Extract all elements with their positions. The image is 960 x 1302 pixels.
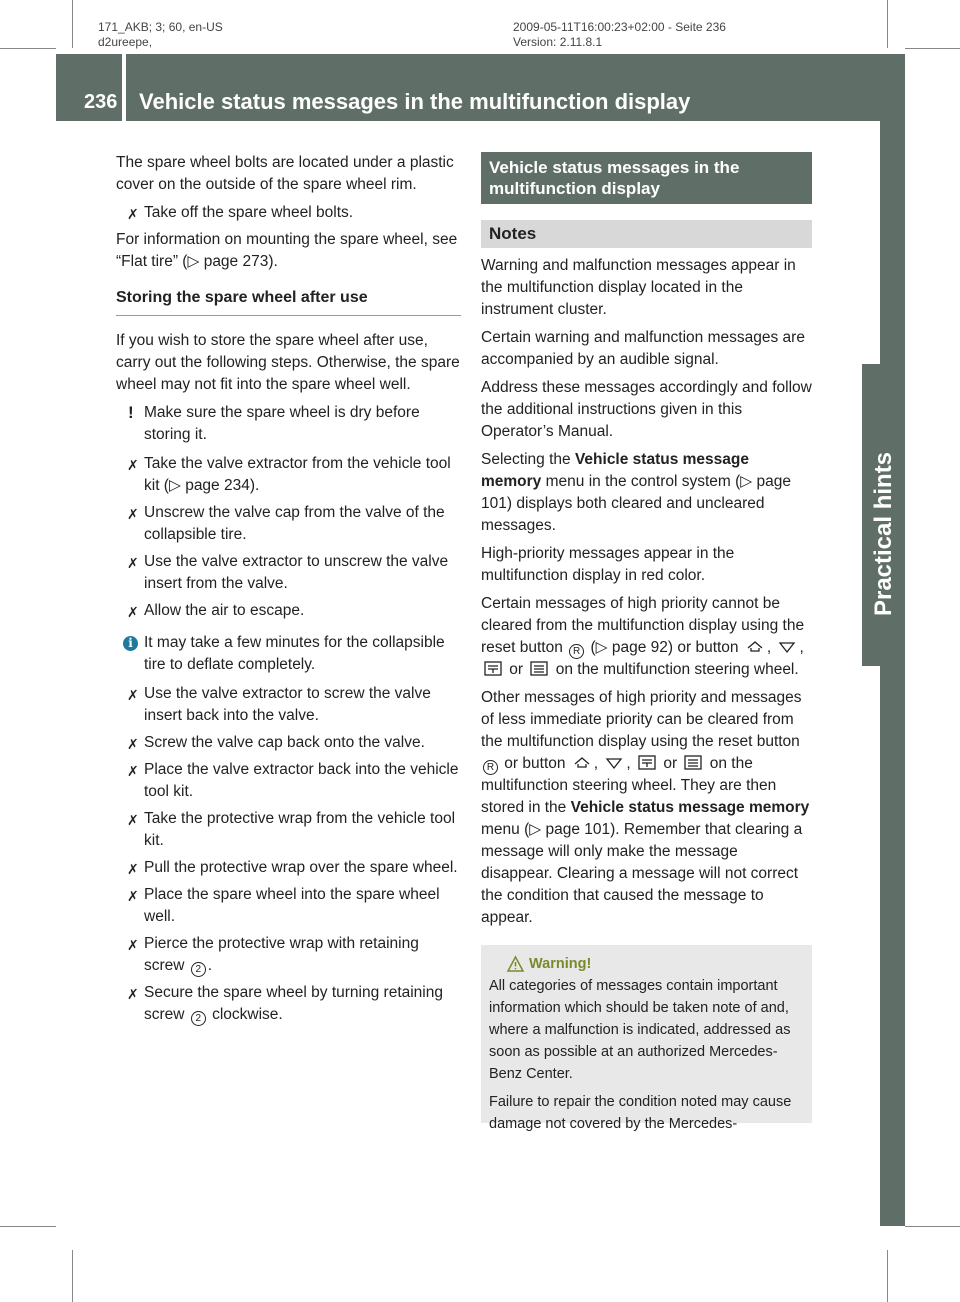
text-run: Selecting the bbox=[481, 451, 575, 468]
text-run: on the multifunction steering wheel. They are then stored in the bbox=[481, 755, 777, 816]
step-item bbox=[116, 453, 461, 497]
star-button-icon bbox=[604, 755, 624, 770]
spare-bolts-intro: The spare wheel bolts are located under a plastic cover on the outside of the spare wheel rim. bbox=[116, 154, 454, 193]
star-button-icon bbox=[777, 639, 797, 654]
step-text: Pull the protective wrap over the spare wheel. bbox=[144, 859, 458, 876]
page-title: Vehicle status messages in the multifunction display bbox=[139, 89, 691, 114]
text-run: , bbox=[799, 639, 804, 656]
chapter-tab-label: Practical hints bbox=[870, 451, 897, 617]
step-arrow-icon: ✗ bbox=[127, 986, 139, 1002]
step-text: Place the spare wheel into the spare wheel well. bbox=[144, 886, 440, 925]
page-up-button-icon bbox=[483, 661, 503, 676]
text-run: , bbox=[766, 639, 776, 656]
step-item bbox=[116, 884, 461, 928]
notes-paragraph-memory bbox=[481, 449, 812, 537]
chapter-tab-label-box bbox=[865, 405, 903, 663]
meta-version-line: Version: 2.11.8.1 bbox=[513, 35, 603, 49]
print-meta-left bbox=[98, 20, 223, 50]
step-item bbox=[116, 982, 461, 1026]
step-arrow-icon: ✗ bbox=[127, 604, 139, 620]
step-text: Use the valve extractor to screw the valve insert back into the valve. bbox=[144, 685, 431, 724]
step-arrow-icon: ✗ bbox=[127, 687, 139, 703]
text-run: menu in the control system (▷ page 101) displays both cleared and uncleared messages. bbox=[481, 473, 792, 534]
notes-paragraph-clear bbox=[481, 687, 812, 929]
step-text: . bbox=[207, 957, 213, 974]
step-arrow-icon: ✗ bbox=[127, 506, 139, 522]
warning-title: Warning! bbox=[529, 956, 592, 972]
step-arrow-icon: ✗ bbox=[127, 736, 139, 752]
info-text: It may take a few minutes for the collapsible tire to deflate completely. bbox=[144, 634, 445, 673]
storing-subheading: Storing the spare wheel after use bbox=[116, 287, 461, 316]
step-text: clockwise. bbox=[207, 1006, 283, 1023]
step-arrow-icon: ✗ bbox=[127, 206, 139, 222]
text-run: on the multifunction steering wheel. bbox=[551, 661, 799, 678]
text-run: or button bbox=[500, 755, 570, 772]
step-arrow-icon: ✗ bbox=[127, 937, 139, 953]
info-note bbox=[116, 632, 461, 676]
menu-name: Vehicle status message memory bbox=[570, 799, 810, 816]
notes-paragraph: Certain warning and malfunction messages are accompanied by an audible signal. bbox=[481, 329, 805, 368]
crop-mark bbox=[0, 48, 56, 49]
step-arrow-icon: ✗ bbox=[127, 812, 139, 828]
page-up-button-icon bbox=[637, 755, 657, 770]
warning-text: Failure to repair the condition noted may cause damage not covered by the Mercedes- bbox=[489, 1094, 792, 1132]
step-text: Take the protective wrap from the vehicle tool kit. bbox=[144, 810, 456, 849]
text-run: menu (▷ page 101). Remember that clearing a message will only make the message disappear. Clearing a message will not correct the condition that caused the message to appear. bbox=[481, 821, 803, 926]
meta-job-line: 171_AKB; 3; 60, en-US bbox=[98, 20, 223, 34]
warning-text: All categories of messages contain important information which should be taken note of and, where a malfunction is indicated, addressed as soon as possible at an authorized Mercedes-Benz Center. bbox=[489, 978, 791, 1082]
info-icon: i bbox=[123, 636, 138, 651]
reset-button-icon: R bbox=[483, 760, 498, 775]
crop-mark bbox=[905, 48, 960, 49]
notes-paragraph: Address these messages accordingly and follow the additional instructions given in this Operator’s Manual. bbox=[481, 379, 812, 440]
crop-mark bbox=[887, 1250, 888, 1302]
step-item bbox=[116, 202, 461, 224]
warning-box bbox=[481, 945, 812, 1132]
step-item bbox=[116, 732, 461, 754]
notes-paragraph: High-priority messages appear in the multifunction display in red color. bbox=[481, 545, 735, 584]
notes-paragraph: Warning and malfunction messages appear in the multifunction display located in the instrument cluster. bbox=[481, 257, 796, 318]
text-run: or bbox=[505, 661, 528, 678]
section-heading: Vehicle status messages in the multifunction display bbox=[481, 152, 812, 204]
back-button-icon bbox=[745, 639, 765, 654]
crop-mark bbox=[905, 1226, 960, 1227]
text-run: Certain messages of high priority cannot be cleared from the multifunction display using the reset button bbox=[481, 595, 805, 656]
step-arrow-icon: ✗ bbox=[127, 457, 139, 473]
crop-mark bbox=[72, 0, 73, 48]
text-run: , bbox=[593, 755, 603, 772]
caution-note bbox=[116, 402, 461, 446]
step-text: Allow the air to escape. bbox=[144, 602, 305, 619]
step-item bbox=[116, 933, 461, 977]
meta-timestamp-line: 2009-05-11T16:00:23+02:00 - Seite 236 bbox=[513, 20, 726, 34]
side-bar bbox=[880, 121, 905, 1226]
step-text: Screw the valve cap back onto the valve. bbox=[144, 734, 425, 751]
text-run: (▷ page 92) or button bbox=[586, 639, 743, 656]
step-item bbox=[116, 551, 461, 595]
step-item bbox=[116, 600, 461, 622]
step-text: Take off the spare wheel bolts. bbox=[144, 204, 354, 221]
meta-user-line: d2ureepe, bbox=[98, 35, 153, 49]
retaining-screw-marker: 2 bbox=[191, 1011, 206, 1026]
page-down-button-icon bbox=[529, 661, 549, 676]
warning-title-row bbox=[529, 953, 804, 975]
step-item bbox=[116, 502, 461, 546]
right-column bbox=[481, 152, 812, 1132]
text-run: Other messages of high priority and messages of less immediate priority can be cleared from the multifunction display using the reset button bbox=[481, 689, 802, 750]
step-text: Take the valve extractor from the vehicle tool kit (▷ page 234). bbox=[144, 455, 451, 494]
text-run: or bbox=[659, 755, 682, 772]
page-number: 236 bbox=[84, 91, 118, 113]
crop-mark bbox=[0, 1226, 56, 1227]
retaining-screw-marker: 2 bbox=[191, 962, 206, 977]
step-arrow-icon: ✗ bbox=[127, 888, 139, 904]
mounting-info: For information on mounting the spare wheel, see “Flat tire” (▷ page 273). bbox=[116, 231, 458, 270]
step-text-pierce bbox=[144, 935, 419, 974]
step-item bbox=[116, 759, 461, 803]
step-item bbox=[116, 683, 461, 727]
step-arrow-icon: ✗ bbox=[127, 763, 139, 779]
caution-icon: ! bbox=[128, 403, 134, 422]
page-down-button-icon bbox=[683, 755, 703, 770]
reset-button-icon: R bbox=[569, 644, 584, 659]
step-item bbox=[116, 808, 461, 852]
step-arrow-icon: ✗ bbox=[127, 555, 139, 571]
menu-name: Vehicle status message memory bbox=[481, 451, 749, 490]
step-text-secure bbox=[144, 984, 443, 1023]
crop-mark bbox=[72, 1250, 73, 1302]
storing-intro: If you wish to store the spare wheel after use, carry out the following steps. Otherwise, the spare wheel may not fit into the spare wheel well. bbox=[116, 332, 460, 393]
warning-triangle-icon bbox=[507, 956, 524, 972]
text-run: , bbox=[626, 755, 636, 772]
caution-text: Make sure the spare wheel is dry before storing it. bbox=[144, 404, 420, 443]
step-arrow-icon: ✗ bbox=[127, 861, 139, 877]
step-text: Pierce the protective wrap with retaining screw bbox=[144, 935, 419, 974]
notes-heading: Notes bbox=[481, 220, 812, 248]
crop-mark bbox=[887, 0, 888, 48]
header-divider bbox=[122, 54, 126, 121]
left-column bbox=[116, 152, 461, 1031]
step-text: Use the valve extractor to unscrew the valve insert from the valve. bbox=[144, 553, 449, 592]
print-meta-right bbox=[513, 20, 726, 50]
step-text: Secure the spare wheel by turning retaining screw bbox=[144, 984, 443, 1023]
back-button-icon bbox=[572, 755, 592, 770]
step-text: Place the valve extractor back into the vehicle tool kit. bbox=[144, 761, 459, 800]
notes-paragraph-reset bbox=[481, 593, 812, 681]
step-text: Unscrew the valve cap from the valve of the collapsible tire. bbox=[144, 504, 445, 543]
step-item bbox=[116, 857, 461, 879]
